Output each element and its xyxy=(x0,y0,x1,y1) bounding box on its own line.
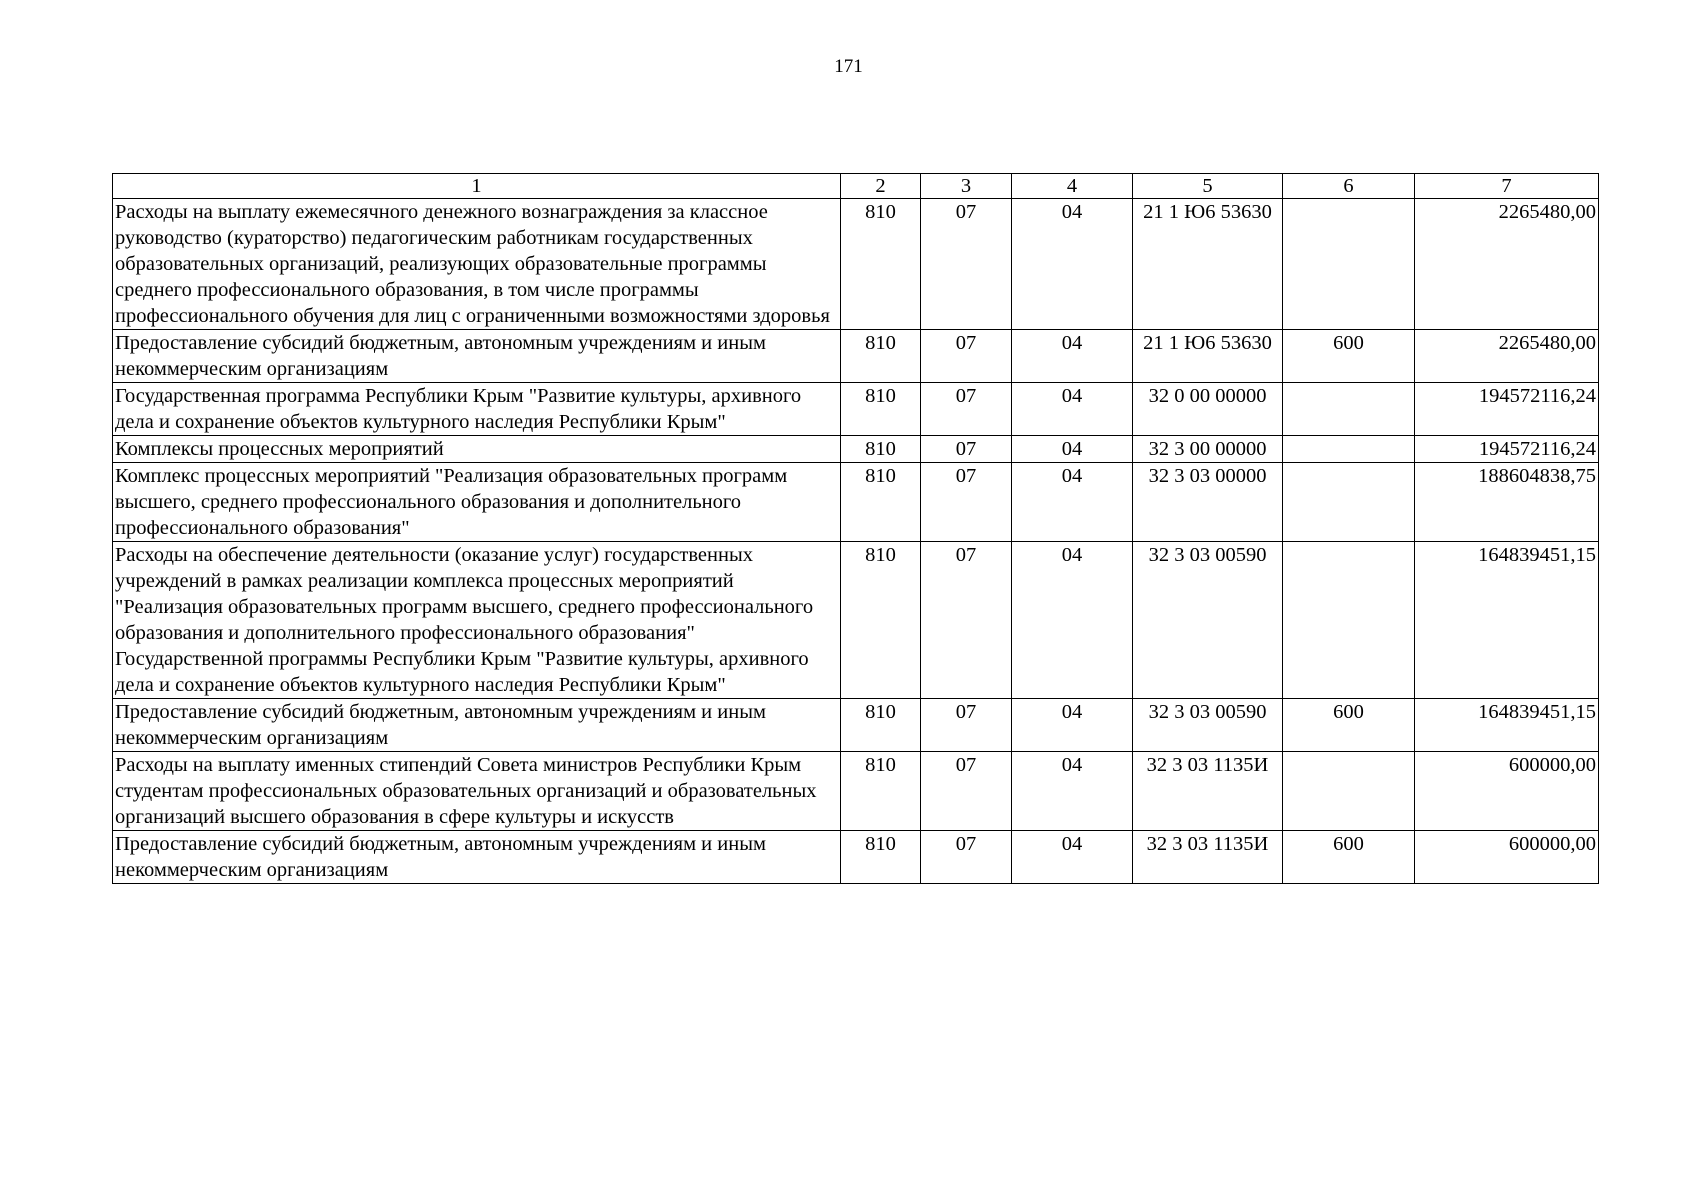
header-cell-2: 2 xyxy=(841,174,921,199)
row-grbs: 810 xyxy=(841,383,921,436)
row-subsection: 04 xyxy=(1012,199,1133,330)
page-number: 171 xyxy=(834,56,863,77)
row-name: Государственная программа Республики Крым "Развитие культуры, архивного дела и сохранение объектов культурного наследия Республики Крым" xyxy=(113,383,841,436)
budget-table xyxy=(112,173,1599,884)
row-name: Предоставление субсидий бюджетным, автономным учреждениям и иным некоммерческим организациям xyxy=(113,831,841,884)
row-target-article: 32 3 03 1135И xyxy=(1133,752,1283,831)
row-grbs: 810 xyxy=(841,831,921,884)
table-row xyxy=(113,199,1599,330)
row-section: 07 xyxy=(921,463,1012,542)
row-section: 07 xyxy=(921,699,1012,752)
row-expense-type: 600 xyxy=(1283,699,1415,752)
row-expense-type xyxy=(1283,752,1415,831)
table-row xyxy=(113,330,1599,383)
header-cell-3: 3 xyxy=(921,174,1012,199)
row-subsection: 04 xyxy=(1012,699,1133,752)
row-grbs: 810 xyxy=(841,463,921,542)
row-amount: 188604838,75 xyxy=(1415,463,1599,542)
row-name: Расходы на обеспечение деятельности (оказание услуг) государственных учреждений в рамках реализации комплекса процессных мероприятий "Реализация образовательных программ высшего, среднего профессионального образования и дополнительного профессионального образования" Государственной программы Республики Крым "Развитие культуры, архивного дела и сохранение объектов культурного наследия Республики Крым" xyxy=(113,542,841,699)
header-cell-5: 5 xyxy=(1133,174,1283,199)
row-grbs: 810 xyxy=(841,436,921,463)
row-subsection: 04 xyxy=(1012,542,1133,699)
row-section: 07 xyxy=(921,383,1012,436)
table-row xyxy=(113,831,1599,884)
row-grbs: 810 xyxy=(841,542,921,699)
table-row xyxy=(113,383,1599,436)
row-amount: 2265480,00 xyxy=(1415,199,1599,330)
header-cell-6: 6 xyxy=(1283,174,1415,199)
table-row xyxy=(113,752,1599,831)
row-target-article: 32 3 03 00590 xyxy=(1133,699,1283,752)
row-expense-type xyxy=(1283,383,1415,436)
row-section: 07 xyxy=(921,199,1012,330)
row-section: 07 xyxy=(921,831,1012,884)
row-name: Комплексы процессных мероприятий xyxy=(113,436,841,463)
row-expense-type xyxy=(1283,542,1415,699)
row-target-article: 32 3 03 1135И xyxy=(1133,831,1283,884)
row-expense-type xyxy=(1283,436,1415,463)
table-row xyxy=(113,699,1599,752)
row-name: Расходы на выплату ежемесячного денежного вознаграждения за классное руководство (кураторство) педагогическим работникам государственных образовательных организаций, реализующих образовательные программы среднего профессионального образования, в том числе программы профессионального обучения для лиц с ограниченными возможностями здоровья xyxy=(113,199,841,330)
row-target-article: 32 0 00 00000 xyxy=(1133,383,1283,436)
row-amount: 164839451,15 xyxy=(1415,542,1599,699)
row-expense-type xyxy=(1283,463,1415,542)
row-amount: 164839451,15 xyxy=(1415,699,1599,752)
row-amount: 600000,00 xyxy=(1415,752,1599,831)
row-amount: 194572116,24 xyxy=(1415,383,1599,436)
row-subsection: 04 xyxy=(1012,752,1133,831)
row-grbs: 810 xyxy=(841,752,921,831)
row-subsection: 04 xyxy=(1012,436,1133,463)
row-name: Предоставление субсидий бюджетным, автономным учреждениям и иным некоммерческим организациям xyxy=(113,699,841,752)
header-cell-4: 4 xyxy=(1012,174,1133,199)
row-amount: 600000,00 xyxy=(1415,831,1599,884)
row-section: 07 xyxy=(921,330,1012,383)
header-cell-7: 7 xyxy=(1415,174,1599,199)
row-name: Комплекс процессных мероприятий "Реализация образовательных программ высшего, среднего профессионального образования и дополнительного профессионального образования" xyxy=(113,463,841,542)
row-expense-type xyxy=(1283,199,1415,330)
row-subsection: 04 xyxy=(1012,463,1133,542)
row-grbs: 810 xyxy=(841,330,921,383)
row-expense-type: 600 xyxy=(1283,831,1415,884)
row-grbs: 810 xyxy=(841,699,921,752)
row-subsection: 04 xyxy=(1012,330,1133,383)
row-expense-type: 600 xyxy=(1283,330,1415,383)
row-section: 07 xyxy=(921,542,1012,699)
table-row xyxy=(113,542,1599,699)
row-target-article: 32 3 03 00590 xyxy=(1133,542,1283,699)
header-row xyxy=(113,174,1599,199)
table-row xyxy=(113,463,1599,542)
row-target-article: 21 1 Ю6 53630 xyxy=(1133,199,1283,330)
row-target-article: 32 3 00 00000 xyxy=(1133,436,1283,463)
row-section: 07 xyxy=(921,752,1012,831)
row-name: Расходы на выплату именных стипендий Совета министров Республики Крым студентам профессиональных образовательных организаций и образовательных организаций высшего образования в сфере культуры и искусств xyxy=(113,752,841,831)
row-subsection: 04 xyxy=(1012,383,1133,436)
row-amount: 2265480,00 xyxy=(1415,330,1599,383)
row-amount: 194572116,24 xyxy=(1415,436,1599,463)
row-grbs: 810 xyxy=(841,199,921,330)
row-target-article: 21 1 Ю6 53630 xyxy=(1133,330,1283,383)
row-section: 07 xyxy=(921,436,1012,463)
table-row xyxy=(113,436,1599,463)
row-subsection: 04 xyxy=(1012,831,1133,884)
row-target-article: 32 3 03 00000 xyxy=(1133,463,1283,542)
row-name: Предоставление субсидий бюджетным, автономным учреждениям и иным некоммерческим организациям xyxy=(113,330,841,383)
header-cell-1: 1 xyxy=(113,174,841,199)
